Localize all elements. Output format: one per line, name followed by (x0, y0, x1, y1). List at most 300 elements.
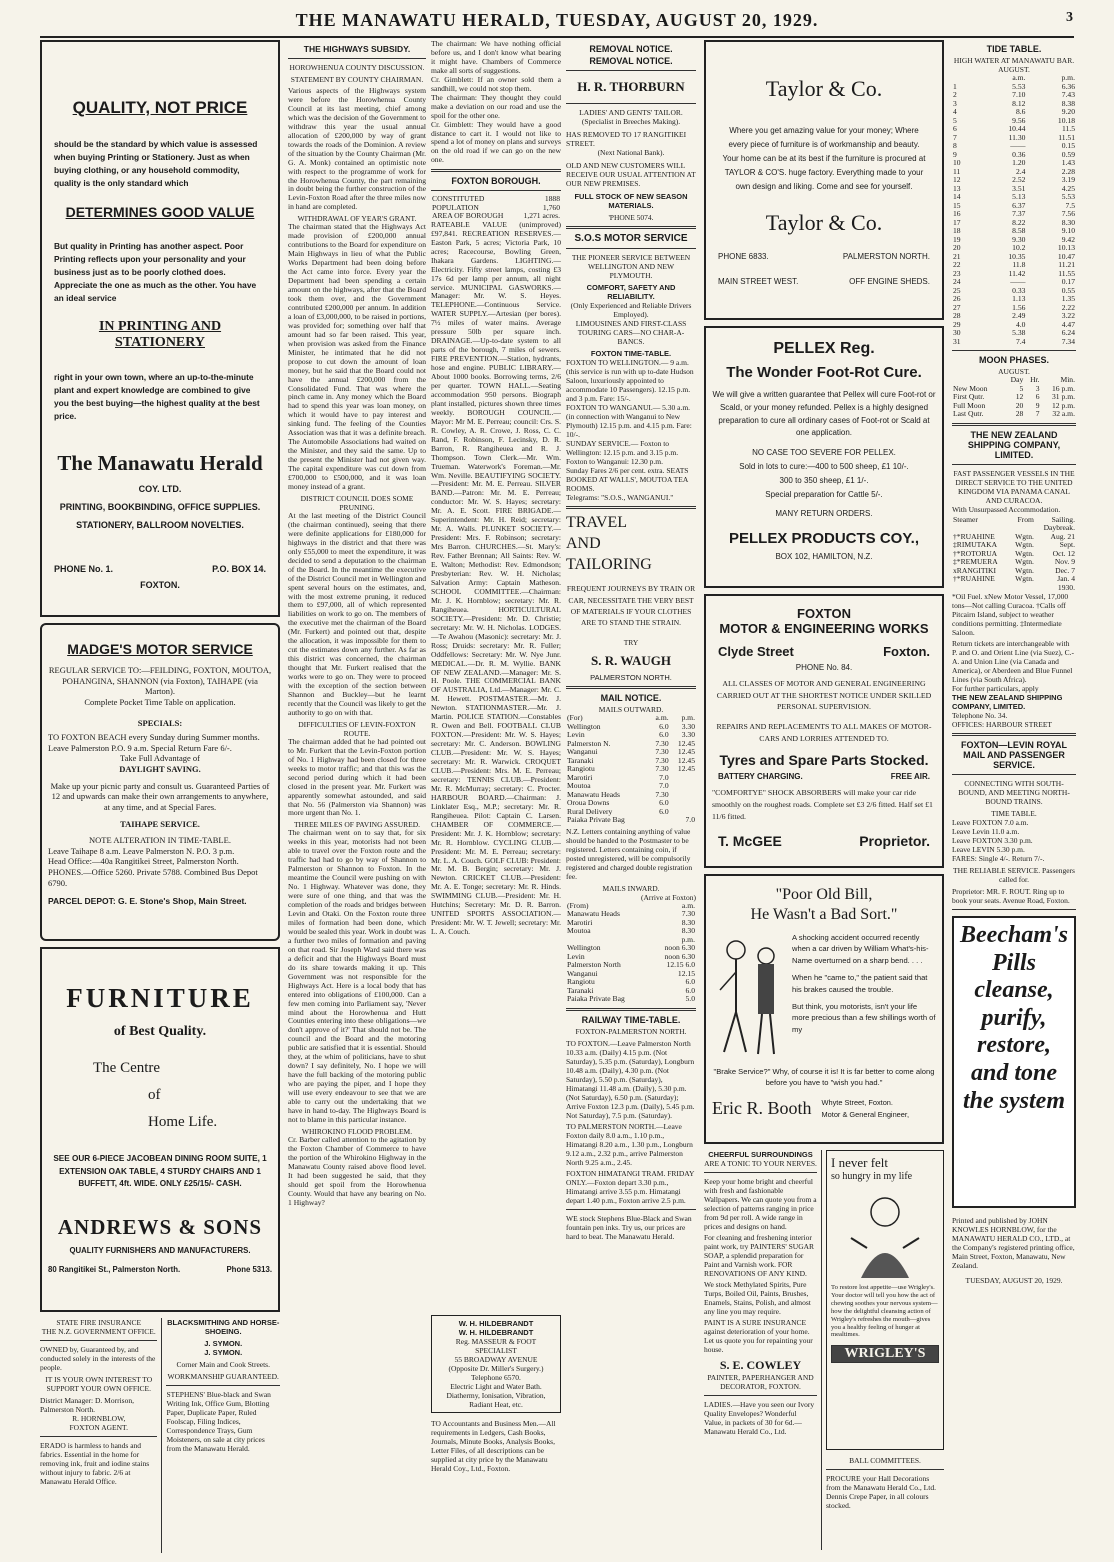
herald-line2: STATIONERY, BALLROOM NOVELTIES. (76, 520, 244, 531)
mcgee-p5: FREE AIR. (890, 772, 930, 782)
shipping-p7: OFFICES: HARBOUR STREET (952, 720, 1053, 729)
wrigley-column (822, 1150, 944, 1550)
accountants-ad: TO Accountants and Business Men.—All requirements in Ledgers, Cash Books, Journals, Minute Books, Analysis Books, Letter Files, of all descriptions can be supplied at city price by the Manawatu Herald Coy., Ltd., Foxton. (431, 1418, 556, 1473)
shipping-p3: *Oil Fuel. xNew Motor Vessel, 17,000 tons—Not calling Curacoa. †Calls off Pitcairn Island, subject to weather conditions permitting. ‡Intermediate Saloon. (952, 592, 1069, 637)
beecham-w6: and tone (970, 1059, 1057, 1086)
table-cell: Rangiotu (567, 764, 595, 774)
waugh-t3: TAILORING (566, 555, 652, 573)
table-cell: p.m. (1061, 73, 1075, 82)
table-cell: 8.22 (1012, 217, 1026, 227)
mcgee-t1: FOXTON (797, 606, 851, 621)
cowley-l1: PAINTER, PAPERHANGER AND DECORATOR, FOXTON. (707, 1373, 814, 1391)
table-cell: 5.53 (1012, 81, 1026, 91)
madge-p6: Make up your picnic party and consult us. Guaranteed Parties of 12 and upwards can make their own arrangements to anywhere, at any time, and at Special Fares. (50, 780, 270, 812)
table-cell: Sept. (1059, 540, 1075, 549)
table-cell: 10.18 (1057, 115, 1075, 125)
table-row: CONSTITUTED 1888 (432, 194, 560, 204)
fire-p4: R. HORNBLOW, (72, 1414, 126, 1423)
mcgee-p3: Tyres and Spare Parts Stocked. (719, 752, 929, 769)
table-cell: a.m. (681, 900, 695, 910)
levin-t1: FOXTON—LEVIN ROYAL MAIL AND PASSENGER SERVICE. (960, 740, 1067, 770)
table-cell: 6 (1035, 392, 1040, 401)
table-cell: 10.44 (1008, 124, 1026, 133)
table-cell: —— (1010, 277, 1026, 286)
table-cell: 24 (953, 277, 961, 286)
pellex-p6: MANY RETURN ORDERS. (775, 509, 873, 519)
moon-month: AUGUST. (998, 367, 1030, 376)
column-2 (288, 40, 426, 1555)
pellex-p2: NO CASE TOO SEVERE FOR PELLEX. (752, 448, 896, 458)
highways-p10: Cr. Gimblett: They would have a good distance to cart it. I would not like to spend a lot of money on plans and surveys on the old road if we can go on the new one. (431, 119, 561, 165)
hildebrandt-l5: Electric Light and Water Bath. Diathermy, Ionisation, Vibration, Radiant Heat, etc. (446, 1381, 546, 1409)
herald-coy: COY. LTD. (138, 484, 182, 495)
table-cell: 9 (1035, 400, 1040, 410)
table-cell: Jan. 4 (1057, 574, 1075, 583)
shipping-p1: FAST PASSENGER VESSELS IN THE DIRECT SERVICE TO THE UNITED KINGDOM VIA PANAMA CANAL AND CURACOA. (953, 468, 1075, 505)
beecham-w7: the system (963, 1087, 1065, 1114)
shipping-t2: THE NEW ZEALAND SHIPPING COMPANY, LIMITED. (952, 693, 1063, 711)
table-cell: 6.0 (659, 806, 669, 816)
cowley-p4: PAINT IS A SURE INSURANCE against deterioration of your home. Let us quote you for repainting your house. (704, 1318, 813, 1354)
furniture-addr: 80 Rangitikei St., Palmerston North. (48, 1265, 181, 1275)
table-cell: 3 (953, 98, 957, 108)
table-cell: —— (1010, 141, 1026, 150)
fire-p3: District Manager: D. Morrison, Palmerston North. (40, 1396, 134, 1414)
blacksmith-l1: Corner Main and Cook Streets. (176, 1360, 270, 1369)
mail-in-sub: (Arrive at Foxton) (641, 892, 696, 902)
beecham-ad (952, 916, 1076, 1208)
table-cell: 28 (953, 311, 961, 320)
table-cell (670, 782, 696, 791)
table-cell: Levin (567, 951, 585, 961)
table-cell: 8.30 (1061, 217, 1075, 227)
booth-p3: But think, you motorists, isn't your life more precious than a few shillings worth of my (792, 1001, 936, 1034)
table-cell: 4.47 (1061, 319, 1075, 329)
highways-p4: The chairman added that he had pointed out to Mr. Furkert that the Levin-Foxton portion of No. 1 Highway had been closed for three weeks to motor traffic; and that this was the second period during which it had been closed in the present year. Mr. Furkert was apparently somewhat astounded, and said that No. 56 (Palmerston via Shannon) was more urgent than No. 1. (288, 736, 426, 818)
table-row (566, 927, 696, 936)
taylor-p1: Where you get amazing value for your money; Where every piece of furniture is of workmanship and beauty. Your home can be at its best if the furniture is procured at TAYLOR & CO'S. huge factory. Everything made to your own design and liking. Come and see for yourself. (722, 126, 926, 191)
table-cell: Palmerston N. (567, 738, 611, 748)
railway-title: RAILWAY TIME-TABLE. (581, 1014, 681, 1025)
waugh-try: TRY (623, 638, 639, 648)
table-cell: Daybreak. (1043, 523, 1075, 532)
tide-month: AUGUST. (998, 65, 1030, 74)
sos-p10: Telegrams: "S.O.S., WANGANUI." (566, 493, 674, 502)
hildebrandt-n2: W. H. HILDEBRANDT (458, 1327, 534, 1337)
table-cell: 8.30 (681, 926, 695, 936)
furniture-c3: Home Life. (148, 1114, 218, 1130)
railway-sub: FOXTON-PALMERSTON NORTH. (575, 1026, 687, 1036)
table-cell: 12.45 (677, 755, 695, 765)
mcgee-street: Clyde Street (718, 644, 794, 659)
table-cell: 8.6 (1015, 107, 1026, 116)
borough-stats (431, 195, 561, 221)
furniture-l1: QUALITY FURNISHERS AND MANUFACTURERS. (69, 1246, 251, 1256)
table-cell: 7.43 (1061, 90, 1075, 99)
table-row (952, 159, 1076, 168)
table-cell: 31 p.m. (1052, 392, 1075, 401)
taylor-contact (712, 252, 936, 261)
stephens-ad-2: WE stock Stephens Blue-Black and Swan fountain pen inks. Try us, our prices are hard to beat. The Manawatu Herald. (566, 1213, 692, 1241)
table-cell: From (1017, 514, 1034, 524)
railway-p3: FOXTON HIMATANGI TRAM. FRIDAY ONLY.—Foxton depart 3.30 p.m., Himatangi arrive 3.55 p.m. Himatangi depart 1.40 p.m., Foxton arrive 2.5 p.m. (566, 1168, 695, 1205)
table-cell: Full Moon (953, 400, 986, 410)
stephens-ad-1: STEPHENS' Blue-black and Swan Writing Ink, Office Gum, Blotting Paper, Duplicate Paper, Ruled Foolscap, Filing Indices, Correspondence Trays, Gum Moisteners, on sale at city prices from the Manawatu Herald. (166, 1390, 271, 1453)
table-cell: 4.25 (1061, 183, 1075, 193)
table-cell: Oroua Downs (567, 798, 610, 808)
table-cell (670, 791, 696, 800)
shipping-p6: Telephone No. 34. (952, 711, 1008, 720)
shipping-p2: With Unsurpassed Accommodation. (952, 504, 1061, 514)
table-cell: 9.42 (1061, 234, 1075, 244)
table-cell: a.m. (1012, 73, 1026, 82)
levin-p1: CONNECTING WITH SOUTH-BOUND, AND MEETING NORTH-BOUND TRAINS. (958, 779, 1070, 806)
table-cell: 10.13 (1057, 243, 1075, 252)
furniture-name: ANDREWS & SONS (57, 1215, 263, 1240)
highways-title: THE HIGHWAYS SUBSIDY. (303, 44, 411, 54)
herald-p3: right in your own town, where an up-to-the-minute plant and expert knowledge are combined to give you the best buying—the highest quality at the best price. (54, 372, 260, 422)
page-number: 3 (1066, 10, 1074, 25)
table-cell: 4.0 (1015, 319, 1026, 329)
table-cell: 6.24 (1061, 328, 1075, 337)
table-cell: 7.30 (655, 764, 669, 774)
furniture-ad (40, 947, 280, 1312)
hildebrandt-ad (431, 1315, 561, 1413)
table-row (566, 723, 696, 732)
table-cell: 1930. (1057, 582, 1075, 592)
table-cell: 32 a.m. (1052, 409, 1075, 418)
madge-p3: TO FOXTON BEACH every Sunday during Summer months. Leave Palmerston P.O. 9 a.m. Special Return Fare 6/-. (48, 732, 260, 753)
thorburn-l2: (Specialist in Breeches Making). (581, 117, 681, 126)
mcgee-t2: MOTOR & ENGINEERING WORKS (719, 621, 929, 636)
table-cell: 3.30 (681, 730, 695, 740)
blacksmith-ad (162, 1318, 280, 1553)
booth-t1: "Poor Old Bill, (775, 886, 873, 903)
table-cell: 7.30 (655, 738, 669, 748)
taylor-ad (704, 40, 944, 320)
table-cell: 1.35 (1061, 294, 1075, 303)
beecham-w4: purify, (981, 1004, 1047, 1031)
table-cell: Steamer (953, 514, 978, 524)
mail-out: MAILS OUTWARD. (598, 705, 664, 715)
table-cell: Paiaka Private Bag (567, 815, 625, 825)
shipping-p5: For further particulars, apply (952, 684, 1039, 693)
mcgee-p4: BATTERY CHARGING. (718, 772, 803, 782)
table-cell: 1.13 (1012, 294, 1026, 303)
table-cell: 5.38 (1012, 328, 1026, 337)
table-cell: 28 (1015, 409, 1024, 418)
mcgee-services (712, 772, 936, 781)
table-row (566, 816, 696, 825)
table-cell: First Qutr. (953, 392, 985, 401)
table-cell: 6.0 (659, 730, 669, 740)
table-cell: Aug. 21 (1050, 531, 1075, 541)
table-cell: 11.51 (1058, 132, 1075, 142)
table-cell: 29 (953, 319, 961, 329)
levin-fares: FARES: Single 4/-. Return 7/-. (952, 854, 1045, 863)
table-cell: 5.13 (1012, 192, 1026, 201)
highways-p5: The chairman went on to say that, for six weeks in this year, motorists had not been able to travel over the Foxton route and the traffic had had to go by way of Shannon to Palmerston or Shannon to Foxton. In the meantime the Council were pushing on with No. 1 Highway. Whatever was done, they were sure of one thing, and that was the completion of the roads and bridges between Levin and Otaki. On the Foxton route three miles of formation had been done, which would be sealed this year. Work in doubt was a further two miles of formation and paving on that road. Sir Joseph Ward said there was a deficit and that the Highways Board must do its share towards making it up. This Government was not responsible for the Highways Act. Here is a local body that has entered into obligations of £100,000. Can a few men coming into Parliament say, 'Never mind about the Horowhenua and Hutt Counties entering into these obligations—we don't approve of it?' That should not be. The council and the Board and the motoring public are satisfied that it is essential. Should they, at the whim of politicians, have to shut down? I say definitely, No. I hope we will have the full backing of the motoring public who are paying the piper, and I hope they will use every endeavour to see that we are able to carry out the undertaking that we have in hand to-day. The Highways Board is not to blame in this particular instance. (288, 828, 426, 1124)
highways-sub6: THREE MILES OF PAVING ASSURED. (293, 820, 421, 830)
hildebrandt-l4: Telephone 6570. (471, 1372, 521, 1382)
table-cell: 6.0 (659, 798, 669, 808)
table-cell: 9.20 (1061, 107, 1075, 116)
mcgee-address (712, 644, 936, 659)
table-cell: 8.12 (1012, 98, 1026, 108)
waugh-p1: FREQUENT JOURNEYS BY TRAIN OR CAR, NECESSITATE THE VERY BEST OF MATERIALS IF YOUR CLOTHES ARE TO STAND THE STRAIN. (566, 584, 696, 628)
thorburn-l4: (Next National Bank). (597, 148, 665, 157)
hildebrandt-l2: 55 BROADWAY AVENUE (454, 1354, 538, 1364)
table-cell: 11.42 (1008, 268, 1026, 278)
taylor-name-1: Taylor & Co. (765, 76, 883, 101)
table-cell: 16 p.m. (1052, 383, 1075, 393)
booth-t2: He Wasn't a Bad Sort." (750, 906, 898, 923)
table-cell (670, 799, 696, 808)
table-cell: 7 (953, 132, 957, 142)
table-row (952, 312, 1076, 321)
table-cell: 9.56 (1012, 115, 1026, 125)
table-cell: Marotiri (567, 772, 593, 782)
herald-h1: QUALITY, NOT PRICE (72, 98, 248, 117)
column-1 (40, 40, 280, 1555)
shipping-table (952, 516, 1076, 593)
table-cell: 7.0 (659, 781, 669, 791)
table-cell: Wgtn. (1015, 531, 1034, 541)
masthead (40, 10, 1074, 38)
cowley-t1: CHEERFUL SURROUNDINGS (708, 1150, 813, 1159)
thorburn-l1: LADIES' AND GENTS' TAILOR. (579, 108, 683, 117)
table-cell: 0.55 (1061, 285, 1075, 295)
booth-addr1: Whyte Street, Foxton. (821, 1097, 893, 1107)
sos-p5: FOXTON TIME-TABLE. (590, 349, 672, 358)
table-cell: 12.15 (677, 968, 695, 978)
table-cell: 4 (953, 107, 957, 116)
herald-box: P.O. BOX 14. (212, 564, 266, 575)
booth-p2: When he "came to," the patient said that his brakes caused the trouble. (792, 973, 928, 994)
table-cell: 12 (1015, 392, 1024, 401)
madge-p1: REGULAR SERVICE TO:—FEILDING, FOXTON, MOUTOA, POHANGINA, SHANNON (via Foxton), TAIHAPE (via Marton). (48, 665, 272, 697)
table-cell: 8 (953, 141, 957, 150)
pellex-ad (704, 326, 944, 588)
pellex-p4: 300 to 350 sheep, £1 1/-. (779, 476, 869, 486)
table-cell: 7.56 (1061, 209, 1075, 218)
masthead-title: THE MANAWATU HERALD, TUESDAY, AUGUST 20, 1929. (295, 10, 819, 30)
imprint: Printed and published by JOHN KNOWLES HORNBLOW, for the MANAWATU HERALD CO., LTD., at the Company's registered printing office, Main Street, Foxton, Manawatu, New Zealand. (952, 1216, 1075, 1270)
table-cell: 3.51 (1012, 183, 1026, 193)
table-cell: 11 (953, 166, 961, 176)
table-cell: 11.55 (1058, 268, 1075, 278)
thorburn-l6: FULL STOCK OF NEW SEASON MATERIALS. (574, 192, 688, 210)
table-cell: 7.30 (681, 909, 695, 919)
pellex-t2: The Wonder Foot-Rot Cure. (726, 364, 922, 381)
table-cell: 2.28 (1061, 166, 1075, 176)
herald-name: The Manawatu Herald (57, 451, 263, 476)
table-cell: 6 (953, 124, 957, 133)
ladies-ad: LADIES.—Have you seen our Ivory Quality Envelopes? Wonderful Value, in packets of 30 for 6d.—Manawatu Herald Co., Ltd. (704, 1400, 815, 1436)
pellex-p3: Sold in lots to cure:—400 to 500 sheep, £1 10/-. (739, 462, 909, 472)
sos-p6: FOXTON TO WELLINGTON.— 9 a.m. (this service is run with up to-date Hudson Saloon, luxuriously appointed to accommodate 10 Passengers). 12.15 p.m. and 3 p.m. Fare: 15/-. (566, 358, 694, 403)
table-row: AREA OF BOROUGH 1,271 acres. (432, 211, 560, 221)
table-cell: Oct. 12 (1052, 548, 1075, 558)
furniture-c2: of (148, 1087, 161, 1103)
table-cell: Hr. (1030, 375, 1040, 384)
shipping-p4: Return tickets are interchangeable with P. and O. and Orient Line (via Suez), C.-A. and Union Line (via Canada and America), or Aberdeen and Blue Funnel Lines (via South Africa). (952, 639, 1075, 684)
booth-ad (704, 874, 944, 1144)
table-cell: 12.45 (677, 738, 695, 748)
table-cell: (For) (567, 713, 583, 723)
table-cell: 27 (953, 302, 961, 312)
table-row (566, 995, 696, 1004)
table-cell: 6.0 (659, 721, 669, 731)
table-cell: Wanganui (567, 968, 598, 978)
table-cell: Moutoa (567, 926, 591, 936)
herald-printing-ad (40, 40, 280, 617)
table-cell: Wgtn. (1015, 574, 1034, 583)
table-cell: 21 (953, 251, 961, 261)
table-cell: 0.15 (1061, 141, 1075, 150)
table-row (952, 410, 1076, 419)
blacksmith-title: BLACKSMITHING AND HORSE-SHOEING. (167, 1318, 280, 1336)
sos-p9: Sunday Fares 2/6 per cent. extra. SEATS BOOKED AT WALLS', MOUTOA TEA ROOMS. (566, 466, 689, 493)
beecham-w1: Beecham's (960, 922, 1068, 948)
table-row (952, 338, 1076, 347)
table-cell: Last Qutr. (953, 409, 984, 418)
taylor-town: PALMERSTON NORTH. (842, 252, 930, 261)
table-cell: 2.22 (1061, 302, 1075, 312)
table-cell: Wgtn. (1015, 540, 1034, 549)
table-cell: 6.0 (685, 985, 695, 995)
ball-title: BALL COMMITTEES. (849, 1456, 921, 1465)
furniture-contact (48, 1265, 272, 1274)
highways-p3: At the last meeting of the District Council (the chairman continued), seeing that there were definite applications for £180,000 for highways in the district and that there was only £55,000 to meet the expenditure, it was decided to send a deputation to the chairman of the Board. In the meantime the executive of the District Council met in Wellington and spent several hours on the estimates, and, with the most extreme pruning, it reduced them to £97,000, all of which represented liabilities on work to go on. The members of the executive met the chairman of the Board (Mr. Furkert) and pointed out that, despite the allocation, it was impossible for them to cut the estimates down any further. As far as this district was concerned, the chairman thought that Mr. Furkert realised that the works were to go on. They were to proceed with the exception of the section between Shannon and Buckley—but he learnt recently that the Council was likely to get the authority to go on with that. (288, 510, 426, 717)
table-cell: 10.2 (1012, 243, 1026, 252)
table-cell: 19 (953, 234, 961, 244)
booth-illustration (712, 932, 786, 1062)
table-cell: Marotiri (567, 917, 593, 927)
madge-title: MADGE'S MOTOR SERVICE (67, 641, 253, 657)
ball-text: PROCURE your Hall Decorations from the Manawatu Herald Co., Ltd. Dennis Crepe Paper, in all colours stocked. (826, 1474, 936, 1510)
table-cell: Palmerston North (567, 960, 621, 970)
table-cell: Wellington (567, 943, 601, 953)
sos-p1: THE PIONEER SERVICE BETWEEN WELLINGTON AND NEW PLYMOUTH. (571, 253, 691, 280)
table-cell: Rangiotu (567, 977, 595, 987)
table-cell: 16 (953, 209, 961, 218)
hildebrandt-l1: Reg. MASSEUR & FOOT SPECIALIST (455, 1336, 537, 1355)
table-cell: 7.4 (1015, 336, 1026, 346)
furniture-phone: Phone 5313. (226, 1265, 272, 1275)
table-cell: 15 (953, 200, 961, 210)
table-cell: 5 (953, 115, 957, 125)
table-cell: 11.5 (1061, 124, 1075, 133)
table-cell: 6.36 (1061, 81, 1075, 91)
fire-p1: OWNED by, Guaranteed by, and conducted solely in the interests of the people. (40, 1345, 156, 1372)
column-6 (952, 40, 1076, 1555)
mcgee-p6: "COMFORTYE" SHOCK ABSORBERS will make your car ride smoothly on the roughest roads. Complete set £3 2/6 fitted. Half set £1 11/6 fitted. (712, 788, 933, 821)
levin-p2: THE RELIABLE SERVICE. Passengers called for. (953, 866, 1075, 884)
waugh-t2: AND (566, 534, 601, 552)
highways-sub4: DISTRICT COUNCIL DOES SOME PRUNING. (300, 493, 414, 512)
fire-p5: FOXTON AGENT. (69, 1423, 128, 1432)
levin-row-1: Leave Levin 11.0 a.m. (952, 827, 1020, 836)
madge-p10: Head Office:—40a Rangitikei Street, Palmerston North. PHONES.—Office 5260. Private 5788. Combined Bus Depot 6790. (48, 856, 258, 888)
sos-p8: SUNDAY SERVICE.— Foxton to Wellington: 12.15 p.m. and 3.15 p.m. Foxton to Wanganui: 12.30 p.m. (566, 439, 679, 466)
sos-p2: COMFORT, SAFETY AND RELIABILITY. (586, 283, 676, 301)
col5-bottom (704, 1150, 944, 1550)
imprint-date: TUESDAY, AUGUST 20, 1929. (965, 1276, 1063, 1285)
thorburn-t1: REMOVAL NOTICE. (589, 44, 673, 54)
booth-footer (712, 1097, 936, 1121)
table-cell: Wgtn. (1015, 548, 1034, 558)
table-cell: Wgtn. (1015, 565, 1034, 575)
cowley-t2: ARE A TONIC TO YOUR NERVES. (704, 1159, 817, 1168)
levin-row-0: Leave FOXTON 7.0 a.m. (952, 818, 1029, 827)
table-cell: 7 (1035, 409, 1040, 418)
table-cell (952, 584, 1009, 593)
railway-p2: TO PALMERSTON NORTH.—Leave Foxton daily 8.0 a.m., 1.10 p.m., Himatangi 8.20 a.m., 1.30 p.m., Longburn 9.12 a.m., 2.32 p.m., arrive Palmerston North 9.25 a.m., 2.45. (566, 1121, 693, 1167)
table-cell: 5.0 (685, 994, 695, 1004)
herald-p1: should be the standard by which value is assessed when buying Printing or Stationery. Just as when buying clothing, or any household commodity, quality is the only standard which (54, 139, 258, 189)
table-cell: ‡RIMUTAKA (953, 540, 998, 549)
fire-p2: IT IS YOUR OWN INTEREST TO SUPPORT YOUR OWN OFFICE. (45, 1375, 153, 1393)
table-cell: 0.36 (1012, 149, 1026, 159)
table-cell: †*ROTORUA (953, 548, 998, 558)
booth-addr (822, 1097, 910, 1121)
table-cell: Sailing. (1051, 514, 1075, 524)
table-cell (1009, 584, 1035, 593)
table-cell: Dec. 7 (1055, 565, 1075, 575)
table-cell: ‡*REMUERA (953, 557, 998, 566)
table-cell: 22 (953, 260, 961, 269)
furniture-c1: The Centre (93, 1060, 161, 1076)
taylor-address (712, 277, 936, 286)
beecham-w5: restore, (977, 1032, 1051, 1059)
highways-p7: The chairman: We have nothing official before us, and I don't know what bearing it might have. Chambers of Commerce make all sorts of suggestions. (431, 40, 561, 75)
highways-sub1: HOROWHENUA COUNTY DISCUSSION. (289, 63, 425, 72)
table-row (952, 584, 1076, 593)
tide-sub: HIGH WATER AT MANAWATU BAR. (953, 56, 1075, 65)
cowley-p2: For cleaning and freshening interior paint work, try PAINTERS' SUGAR SOAP, a splendid preparation for Paint and Varnish work. FOR RENOVATIONS OF ANY KIND. (704, 1233, 815, 1278)
erado-ad: ERADO is harmless to hands and fabrics. Essential in the home for removing ink, fruit and iodine stains without injury to fabric. 2/6 at Manawatu Herald Office. (40, 1441, 150, 1486)
table-cell: New Moon (953, 383, 988, 393)
highways-p8: Cr. Gimblett: If an owner sold them a sandhill, we could not stop them. (431, 74, 561, 93)
highways-sub2: STATEMENT BY COUNTY CHAIRMAN. (290, 75, 424, 84)
waugh-town: PALMERSTON NORTH. (590, 673, 672, 683)
table-cell: 17 (953, 217, 961, 227)
table-cell: Moutoa (567, 781, 591, 791)
sos-title: S.O.S MOTOR SERVICE (574, 233, 688, 244)
table-cell: 9 (953, 149, 957, 159)
column-3 (431, 40, 561, 1555)
table-row: POPULATION 1,760 (432, 202, 560, 212)
highways-p2: The chairman stated that the Highways Act made provision of £200,000 annual contributions to the Board for expenditure on Main Highways in lieu of what the Public Works Department had been doing before the Act came into force. Every year the Department had been spending a certain amount on the highways, after that the Board took them over, and the Government contributed £200,000 per annum. In addition a loan of £3,000,000, to be raised in portions, was provided for; something over half that amount had so far been raised. This year, when provision was asked from the Finance Minister, he intimated that he did not propose to cut down the amount of loan money, but he said that the Board could not have the annual £200,000 from the Consolidated Fund. That was where the pinch came in. Any money which the Board had to spend this year was loan money, on which it would have to pay interest and sinking fund. The feeling of the Counties Association was that it was a definite breach. The Automobile Associations had waited on the Minister, and they said the same. Up to the present the Minister had not given way. The capital expenditure was cut down from £700,000 to £500,000, and it was loan money instead of a grant. (288, 222, 426, 491)
table-cell: 30 (953, 328, 961, 337)
cowley-p3: We stock Methylated Spirits, Pure Turps, Boiled Oil, Paints, Brushes, Enamels, Stains, Polish, and almost any line you may require. (704, 1280, 811, 1316)
table-cell: 12.15 6.0 (666, 960, 695, 970)
thorburn-l3: HAS REMOVED TO 17 RANGITIKEI STREET. (566, 130, 687, 148)
madge-p4: Take Full Advantage of (120, 753, 200, 764)
table-cell: 12.45 (677, 747, 695, 757)
table-cell: 2.52 (1012, 175, 1026, 184)
table-cell: 9.30 (1012, 234, 1026, 244)
table-cell: 7.34 (1061, 336, 1075, 346)
table-cell: 3.30 (681, 721, 695, 731)
wrigley-illustration (831, 1188, 939, 1278)
table-cell: 10 (953, 158, 961, 167)
table-cell: 1.43 (1061, 158, 1075, 167)
highways-sub5: DIFFICULTIES OF LEVIN-FOXTON ROUTE. (298, 719, 416, 738)
booth-addr2: Motor & General Engineer, (821, 1109, 910, 1119)
table-cell: 18 (953, 226, 961, 235)
